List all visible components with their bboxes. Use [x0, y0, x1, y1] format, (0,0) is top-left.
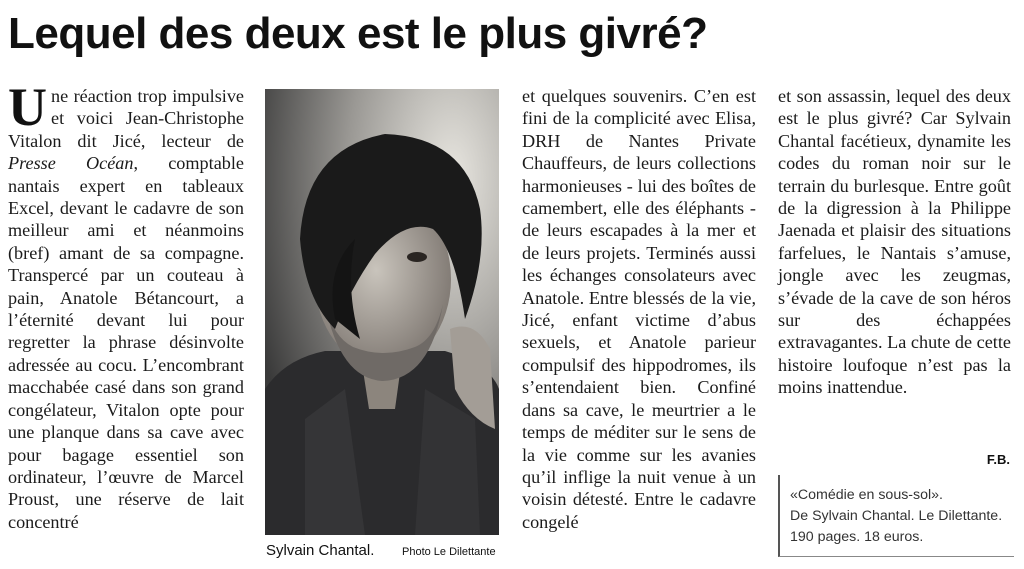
author-byline: F.B.	[986, 452, 1010, 467]
column-2-paragraph: et quelques souvenirs. C’en est fini de la complicité avec Elisa, DRH de Nantes Private Chauffeurs, de leurs collections harmonieuses - lui des boîtes de camembert, elle des éléphants - de leurs escapades à la mer et de leurs projets. Terminés aussi les échanges consolateurs avec Anatole. Entre blessés de la vie, Jicé, enfant victime d’abus sexuels, et Anatole parieur compulsif des hippodromes, ils s’entendaient bien. Confiné dans sa cave, le meurtrier a le temps de méditer sur le sens de la vie comme sur les avanies qu’il inflige la nuit venue à un voisin détesté. Entre le cadavre congelé	[522, 86, 756, 532]
article-column-2	[522, 85, 756, 533]
drop-cap: U	[8, 77, 47, 137]
book-info-box	[778, 475, 1014, 557]
author-portrait-image	[265, 89, 499, 535]
column-3-paragraph: et son assassin, lequel des deux est le plus givré? Car Sylvain Chantal facétieux, dynamite les codes du roman noir sur le terrain du burlesque. Entre goût de la digression à la Philippe Jaenada et plaisir des situations farfelues, le Nantais s’amuse, jongle avec les zeugmas, s’évade de la cave de son héros sur des échappées extravagantes. La chute de cette histoire loufoque n’est pas la moins inattendue.	[778, 86, 1011, 398]
book-details: 190 pages. 18 euros.	[790, 529, 924, 545]
newspaper-name: Presse Océan	[8, 153, 134, 174]
photo-caption: Sylvain Chantal.	[266, 542, 375, 559]
article-column-1	[8, 77, 244, 533]
column-1-lead: ne réaction trop impulsive et voici Jean-Christophe Vitalon dit Jicé, lecteur de	[8, 86, 244, 151]
article-column-3	[778, 85, 1011, 399]
book-author-publisher: De Sylvain Chantal. Le Dilettante.	[790, 508, 1003, 524]
column-1-paragraph	[8, 77, 244, 533]
book-title: «Comédie en sous-sol».	[790, 487, 943, 503]
headline: Lequel des deux est le plus givré?	[8, 9, 708, 58]
author-photo	[265, 89, 499, 535]
photo-credit: Photo Le Dilettante	[402, 546, 496, 558]
column-1-rest: , comptable nantais expert en tableaux Excel, devant le cadavre de son meilleur ami et néanmoins (bref) amant de sa compagne. Transpercé par un couteau à pain, Anatole Bétancourt, a l’éternité devant lui pour regretter la phrase désinvolte adressée au cocu. L’encombrant macchabée casé dans son grand congélateur, Vitalon opte pour une planque dans sa cave avec pour bagage essentiel son ordinateur, l’œuvre de Marcel Proust, une réserve de lait concentré	[8, 153, 244, 532]
